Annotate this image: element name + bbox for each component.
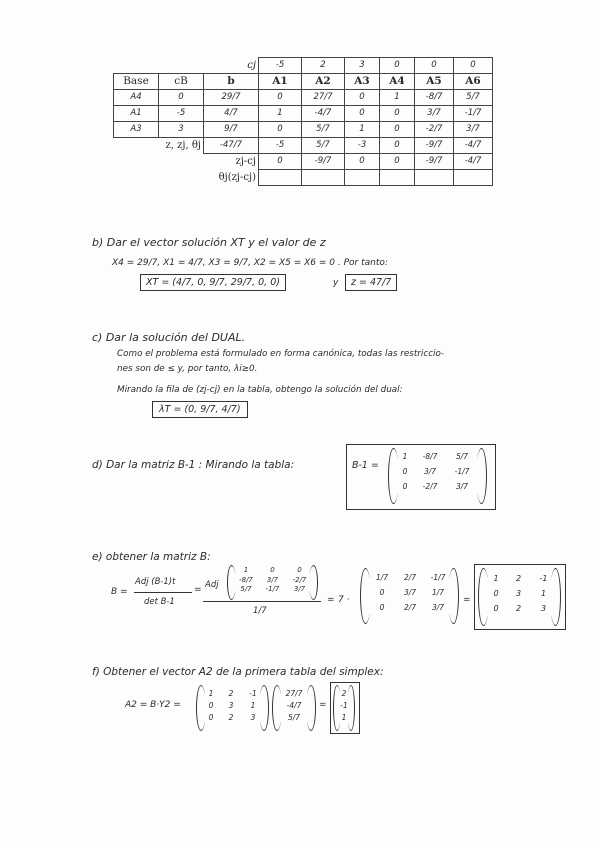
table-row <box>114 90 493 106</box>
table-cell: 9/7 <box>204 122 259 138</box>
b-matrix-f <box>202 689 264 722</box>
z-row-label: z, zj, θj <box>165 140 201 152</box>
table-cell: 3/7 <box>415 106 454 122</box>
theta-row-label: θj(zj-cj) <box>114 170 259 186</box>
scaled-matrix <box>368 573 452 612</box>
adj-denominator: 1/7 <box>253 606 267 616</box>
table-cell: 0 <box>345 106 380 122</box>
adj-label: Adj <box>205 580 219 590</box>
matrix-cell: 3 <box>250 713 256 722</box>
table-cell: 3/7 <box>454 122 493 138</box>
table-cell: -47/7 <box>204 138 259 154</box>
table-cell: -4/7 <box>302 106 345 122</box>
matrix-cell: 0 <box>208 713 214 722</box>
table-cell <box>345 170 380 186</box>
simplex-table <box>113 57 493 186</box>
matrix-cell: -1 <box>539 574 548 583</box>
table-cell: 1 <box>345 122 380 138</box>
table-cell: -9/7 <box>415 138 454 154</box>
matrix-cell: -1/7 <box>454 467 470 476</box>
matrix-cell: -8/7 <box>239 575 253 584</box>
matrix-cell: 1 <box>243 566 249 574</box>
matrix-cell: 3/7 <box>431 603 445 612</box>
matrix-cell: 3/7 <box>423 467 437 476</box>
vector-cell: -4/7 <box>286 701 302 710</box>
cj-value: 0 <box>454 58 493 74</box>
table-cell: -8/7 <box>415 90 454 106</box>
matrix-cell: 2 <box>228 689 234 698</box>
fraction-numerator: Adj (B-1)t <box>135 577 176 587</box>
matrix-cell: -2/7 <box>292 575 307 584</box>
matrix-cell: 2 <box>515 574 522 583</box>
a2-lhs: A2 = B·Y2 = <box>125 700 181 710</box>
fraction-bar <box>203 601 321 602</box>
table-cell: -2/7 <box>415 122 454 138</box>
header-cell: cB <box>159 74 204 90</box>
vector-cell: 5/7 <box>287 713 301 722</box>
header-cell: b <box>204 74 259 90</box>
fraction-bar <box>134 592 192 593</box>
matrix-cell: 1 <box>540 589 547 598</box>
table-cell <box>302 170 345 186</box>
header-cell: A1 <box>259 74 302 90</box>
cj-row <box>114 58 493 74</box>
table-cell: 4/7 <box>204 106 259 122</box>
matrix-cell: -1/7 <box>265 585 280 593</box>
table-cell: 0 <box>345 90 380 106</box>
table-cell: 0 <box>345 154 380 170</box>
matrix-cell: 3 <box>228 701 234 710</box>
a2-vector <box>336 689 352 722</box>
table-cell: 27/7 <box>302 90 345 106</box>
table-cell: 5/7 <box>454 90 493 106</box>
cj-value: 0 <box>380 58 415 74</box>
cj-value: 2 <box>302 58 345 74</box>
vector-cell: 2 <box>341 689 347 698</box>
table-cell: -5 <box>159 106 204 122</box>
table-cell: 1 <box>259 106 302 122</box>
vector-cell: 1 <box>341 713 347 722</box>
matrix-cell: -1/7 <box>430 573 446 582</box>
section-f-heading: f) Obtener el vector A2 de la primera tabla del simplex: <box>92 666 384 678</box>
table-cell: 0 <box>380 138 415 154</box>
zc-row <box>114 154 493 170</box>
header-cell: A3 <box>345 74 380 90</box>
b-matrix <box>486 574 556 613</box>
section-b-line: X4 = 29/7, X1 = 4/7, X3 = 9/7, X2 = X5 = X6 = 0 . Por tanto: <box>112 258 388 268</box>
matrix-cell: 3 <box>515 589 522 598</box>
cj-value: 3 <box>345 58 380 74</box>
z-value-box: z = 47/7 <box>345 274 397 291</box>
zc-row-label: zj-cj <box>114 154 259 170</box>
section-c-heading: c) Dar la solución del DUAL. <box>92 331 246 344</box>
vector-cell: 27/7 <box>285 689 303 698</box>
header-cell: Base <box>114 74 159 90</box>
cj-value: -5 <box>259 58 302 74</box>
header-cell: A6 <box>454 74 493 90</box>
section-c-line: nes son de ≤ y, por tanto, λi≥0. <box>117 364 258 374</box>
section-e-heading: e) obtener la matriz B: <box>92 551 211 563</box>
section-c-line: Como el problema está formulado en forma canónica, todas las restriccio- <box>117 349 445 359</box>
table-cell: -4/7 <box>454 138 493 154</box>
vector-cell: -1 <box>340 701 348 710</box>
matrix-cell: -8/7 <box>422 452 438 461</box>
matrix-cell: 0 <box>493 604 499 613</box>
table-cell: A3 <box>114 122 159 138</box>
cj-value: 0 <box>415 58 454 74</box>
table-cell: -9/7 <box>302 154 345 170</box>
matrix-cell: 3/7 <box>266 575 279 584</box>
table-cell: -5 <box>259 138 302 154</box>
theta-row <box>114 170 493 186</box>
solution-vector-box: XT = (4/7, 0, 9/7, 29/7, 0, 0) <box>140 274 286 291</box>
table-cell: 0 <box>380 154 415 170</box>
table-cell: A1 <box>114 106 159 122</box>
conjunction: y <box>333 278 339 288</box>
table-cell: -3 <box>345 138 380 154</box>
table-cell: 0 <box>380 106 415 122</box>
section-c-line: Mirando la fila de (zj-cj) en la tabla, obtengo la solución del dual: <box>117 385 403 395</box>
matrix-cell: 2/7 <box>403 603 417 612</box>
table-cell: 29/7 <box>204 90 259 106</box>
table-cell: 0 <box>159 90 204 106</box>
table-cell: 1 <box>380 90 415 106</box>
matrix-cell: 2 <box>228 713 234 722</box>
matrix-cell: 0 <box>270 566 275 574</box>
table-row <box>114 122 493 138</box>
table-cell: 3 <box>159 122 204 138</box>
table-cell: 0 <box>259 90 302 106</box>
table-cell: 0 <box>259 154 302 170</box>
section-d-heading: d) Dar la matriz B-1 : Mirando la tabla: <box>92 459 295 471</box>
equals-sign: = <box>463 595 471 605</box>
matrix-cell: 3/7 <box>403 588 417 597</box>
equals-sign: = <box>319 700 327 710</box>
table-cell: 0 <box>380 122 415 138</box>
matrix-cell: 0 <box>297 566 302 574</box>
b-inverse-matrix <box>396 452 478 491</box>
table-cell: 5/7 <box>302 138 345 154</box>
matrix-cell: 3 <box>540 604 547 613</box>
z-row <box>114 138 493 154</box>
matrix-cell: 0 <box>208 701 214 710</box>
matrix-cell: 0 <box>402 482 408 491</box>
matrix-cell: 2 <box>515 604 522 613</box>
y2-vector <box>278 689 310 722</box>
matrix-cell: 3/7 <box>293 585 306 593</box>
header-cell: A5 <box>415 74 454 90</box>
header-cell: A4 <box>380 74 415 90</box>
matrix-cell: 0 <box>402 467 408 476</box>
matrix-cell: 1 <box>493 574 499 583</box>
table-cell: -9/7 <box>415 154 454 170</box>
matrix-cell: 5/7 <box>240 585 252 593</box>
b-lhs: B = <box>111 587 128 597</box>
equals-sign: = <box>327 595 335 605</box>
table-cell: 5/7 <box>302 122 345 138</box>
table-cell: -1/7 <box>454 106 493 122</box>
header-row <box>114 74 493 90</box>
equals-sign: = <box>194 585 202 595</box>
table-cell <box>415 170 454 186</box>
table-cell <box>259 170 302 186</box>
table-cell: 0 <box>259 122 302 138</box>
dual-solution-box: λT = (0, 9/7, 4/7) <box>152 401 248 418</box>
adj-matrix <box>233 566 313 595</box>
section-b-heading: b) Dar el vector solución XT y el valor de z <box>92 236 326 249</box>
fraction-denominator: det B-1 <box>144 597 175 607</box>
matrix-cell: 0 <box>379 603 385 612</box>
table-cell: -4/7 <box>454 154 493 170</box>
matrix-cell: 0 <box>493 589 499 598</box>
table-cell <box>454 170 493 186</box>
matrix-cell: 3/7 <box>455 482 469 491</box>
matrix-cell: 1 <box>402 452 408 461</box>
b-inverse-lhs: B-1 = <box>352 460 379 471</box>
matrix-cell: -2/7 <box>422 482 438 491</box>
matrix-cell: 5/7 <box>455 452 469 461</box>
header-cell: A2 <box>302 74 345 90</box>
table-cell <box>380 170 415 186</box>
table-row <box>114 106 493 122</box>
matrix-cell: -1 <box>249 689 257 698</box>
matrix-cell: 1/7 <box>375 573 389 582</box>
cj-label: cj <box>204 58 259 74</box>
scalar-factor: 7 · <box>338 595 350 605</box>
matrix-cell: 1 <box>250 701 256 710</box>
matrix-cell: 1/7 <box>431 588 445 597</box>
table-cell: A4 <box>114 90 159 106</box>
matrix-cell: 1 <box>208 689 214 698</box>
matrix-cell: 0 <box>379 588 385 597</box>
matrix-cell: 2/7 <box>403 573 417 582</box>
